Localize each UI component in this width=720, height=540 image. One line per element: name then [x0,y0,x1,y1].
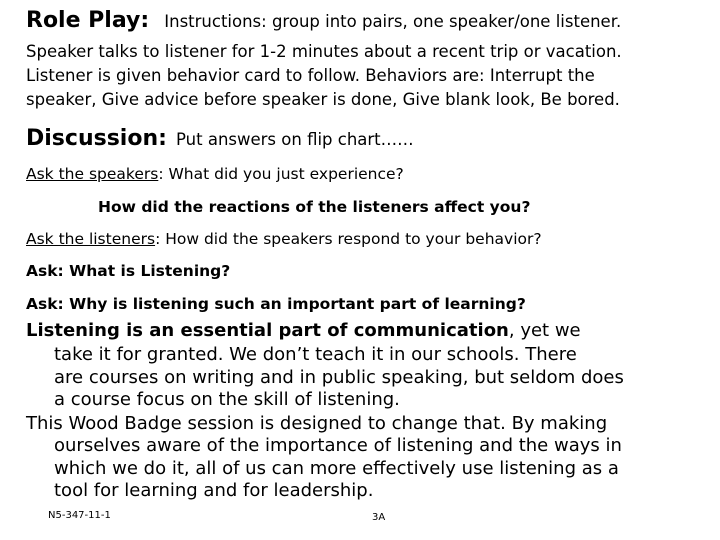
footer-page-number: 3A [372,512,386,523]
discussion-sub: Put answers on flip chart…… [176,130,414,149]
paragraph-2-line-1: This Wood Badge session is designed to change that. By making [26,413,608,434]
paragraph-2-line-3: which we do it, all of us can more effectively use listening as a [54,458,619,479]
role-play-line-3: Listener is given behavior card to follow. Behaviors are: Interrupt the [26,66,595,85]
paragraph-2-line-2: ourselves aware of the importance of listening and the ways in [54,435,622,456]
ask-why-listening: Ask: Why is listening such an important part of learning? [26,295,526,313]
ask-what-listening: Ask: What is Listening? [26,262,231,280]
paragraph-1-rest: , yet we [508,320,581,341]
role-play-heading: Role Play: [26,8,150,33]
role-play-instructions: Instructions: group into pairs, one speaker/one listener. [164,12,622,31]
role-play-row [26,8,621,33]
discussion-row [26,126,414,151]
ask-listeners-row [26,230,542,248]
ask-speakers-followup: How did the reactions of the listeners affect you? [98,198,531,216]
paragraph-1-line-2: take it for granted. We don’t teach it in our schools. There [54,344,577,365]
role-play-line-2: Speaker talks to listener for 1-2 minutes about a recent trip or vacation. [26,42,622,61]
paragraph-1-bold: Listening is an essential part of communication [26,320,509,341]
paragraph-1-line-3: are courses on writing and in public speaking, but seldom does [54,367,624,388]
paragraph-2-line-4: tool for learning and for leadership. [54,480,374,501]
ask-listeners-label: Ask the listeners [26,230,156,248]
footer-code: N5-347-11-1 [48,510,111,521]
ask-speakers-label: Ask the speakers [26,165,159,183]
ask-speakers-question: : What did you just experience? [158,165,404,183]
paragraph-1-line-4: a course focus on the skill of listening. [54,389,400,410]
ask-speakers-row [26,165,404,183]
discussion-heading: Discussion: [26,126,167,151]
ask-listeners-question: : How did the speakers respond to your behavior? [155,230,542,248]
paragraph-1-line-1 [26,320,581,341]
role-play-line-4: speaker, Give advice before speaker is done, Give blank look, Be bored. [26,90,620,109]
